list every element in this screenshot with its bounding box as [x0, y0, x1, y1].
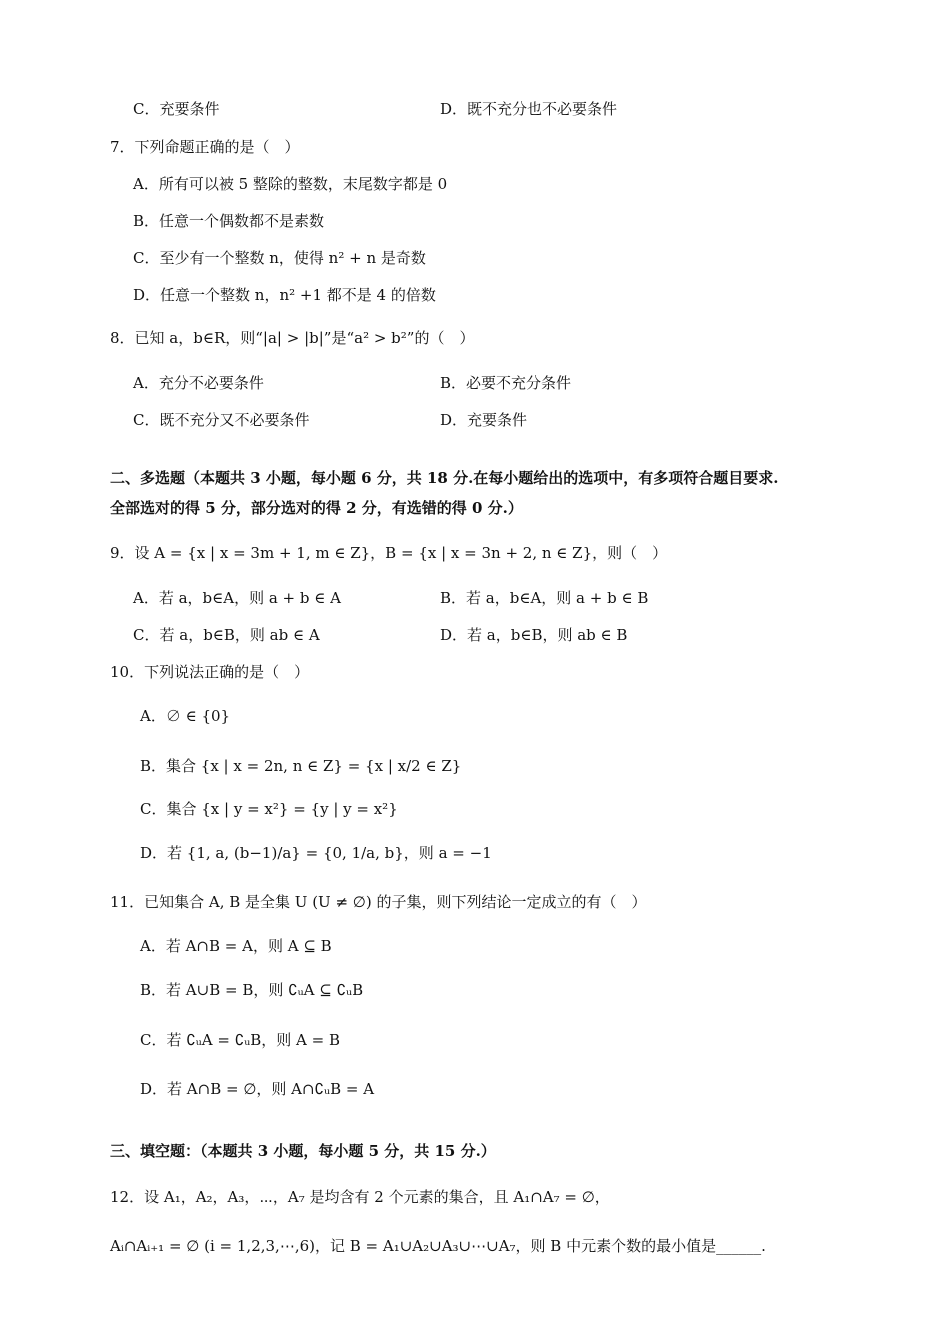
q8-option-b: B．必要不充分条件 — [440, 374, 572, 392]
q7-option-d: D．任意一个整数 n，n² +1 都不是 4 的倍数 — [133, 286, 436, 304]
q11-option-a: A．若 A∩B = A，则 A ⊆ B — [140, 937, 332, 955]
q10-stem: 10．下列说法正确的是（ ） — [110, 663, 310, 681]
q9-option-a: A．若 a，b∈A，则 a + b ∈ A — [133, 589, 341, 607]
section-2-line-2: 全部选对的得 5 分，部分选对的得 2 分，有选错的得 0 分.） — [110, 499, 523, 517]
q8-option-a: A．充分不必要条件 — [133, 374, 264, 392]
q7-option-b: B．任意一个偶数都不是素数 — [133, 212, 325, 230]
q6-option-d: D．既不充分也不必要条件 — [440, 100, 618, 118]
q7-option-a: A．所有可以被 5 整除的整数，末尾数字都是 0 — [133, 175, 448, 193]
section-2-line-1: 二、多选题（本题共 3 小题，每小题 6 分，共 18 分.在每小题给出的选项中，有多项符合题目要求. — [110, 469, 779, 487]
q12-line-2: Aᵢ∩Aᵢ₊₁ = ∅ (i = 1,2,3,⋯,6)，记 B = A₁∪A₂∪A₃∪⋯∪A₇，则 B 中元素个数的最小值是______. — [110, 1237, 766, 1255]
q10-option-a: A．∅ ∈ {0} — [140, 707, 231, 725]
q8-option-d: D．充要条件 — [440, 411, 528, 429]
q7-option-c: C．至少有一个整数 n，使得 n² + n 是奇数 — [133, 249, 426, 267]
q11-stem: 11．已知集合 A, B 是全集 U (U ≠ ∅) 的子集，则下列结论一定成立的有（ ） — [110, 893, 647, 911]
q11-option-c: C．若 ∁ᵤA = ∁ᵤB，则 A = B — [140, 1031, 340, 1049]
q11-option-b: B．若 A∪B = B，则 ∁ᵤA ⊆ ∁ᵤB — [140, 981, 364, 999]
q9-stem: 9．设 A = {x | x = 3m + 1, m ∈ Z}，B = {x | x = 3n + 2, n ∈ Z}，则（ ） — [110, 544, 668, 562]
section-3-title: 三、填空题：（本题共 3 小题，每小题 5 分，共 15 分.） — [110, 1142, 496, 1160]
q7-stem: 7．下列命题正确的是（ ） — [110, 138, 300, 156]
q10-option-b: B．集合 {x | x = 2n, n ∈ Z} = {x | x/2 ∈ Z} — [140, 757, 462, 775]
q9-option-d: D．若 a，b∈B，则 ab ∈ B — [440, 626, 628, 644]
q6-option-c: C．充要条件 — [133, 100, 220, 118]
q10-option-d: D．若 {1, a, (b−1)/a} = {0, 1/a, b}，则 a = −1 — [140, 844, 492, 862]
q12-line-1: 12．设 A₁，A₂，A₃，⋯，A₇ 是均含有 2 个元素的集合，且 A₁∩A₇ = ∅， — [110, 1188, 610, 1206]
q10-option-c: C．集合 {x | y = x²} = {y | y = x²} — [140, 800, 398, 818]
q8-stem: 8．已知 a，b∈R，则“|a| > |b|”是“a² > b²”的（ ） — [110, 329, 475, 347]
q8-option-c: C．既不充分又不必要条件 — [133, 411, 310, 429]
q9-option-b: B．若 a，b∈A，则 a + b ∈ B — [440, 589, 649, 607]
q11-option-d: D．若 A∩B = ∅，则 A∩∁ᵤB = A — [140, 1080, 375, 1098]
q9-option-c: C．若 a，b∈B，则 ab ∈ A — [133, 626, 320, 644]
